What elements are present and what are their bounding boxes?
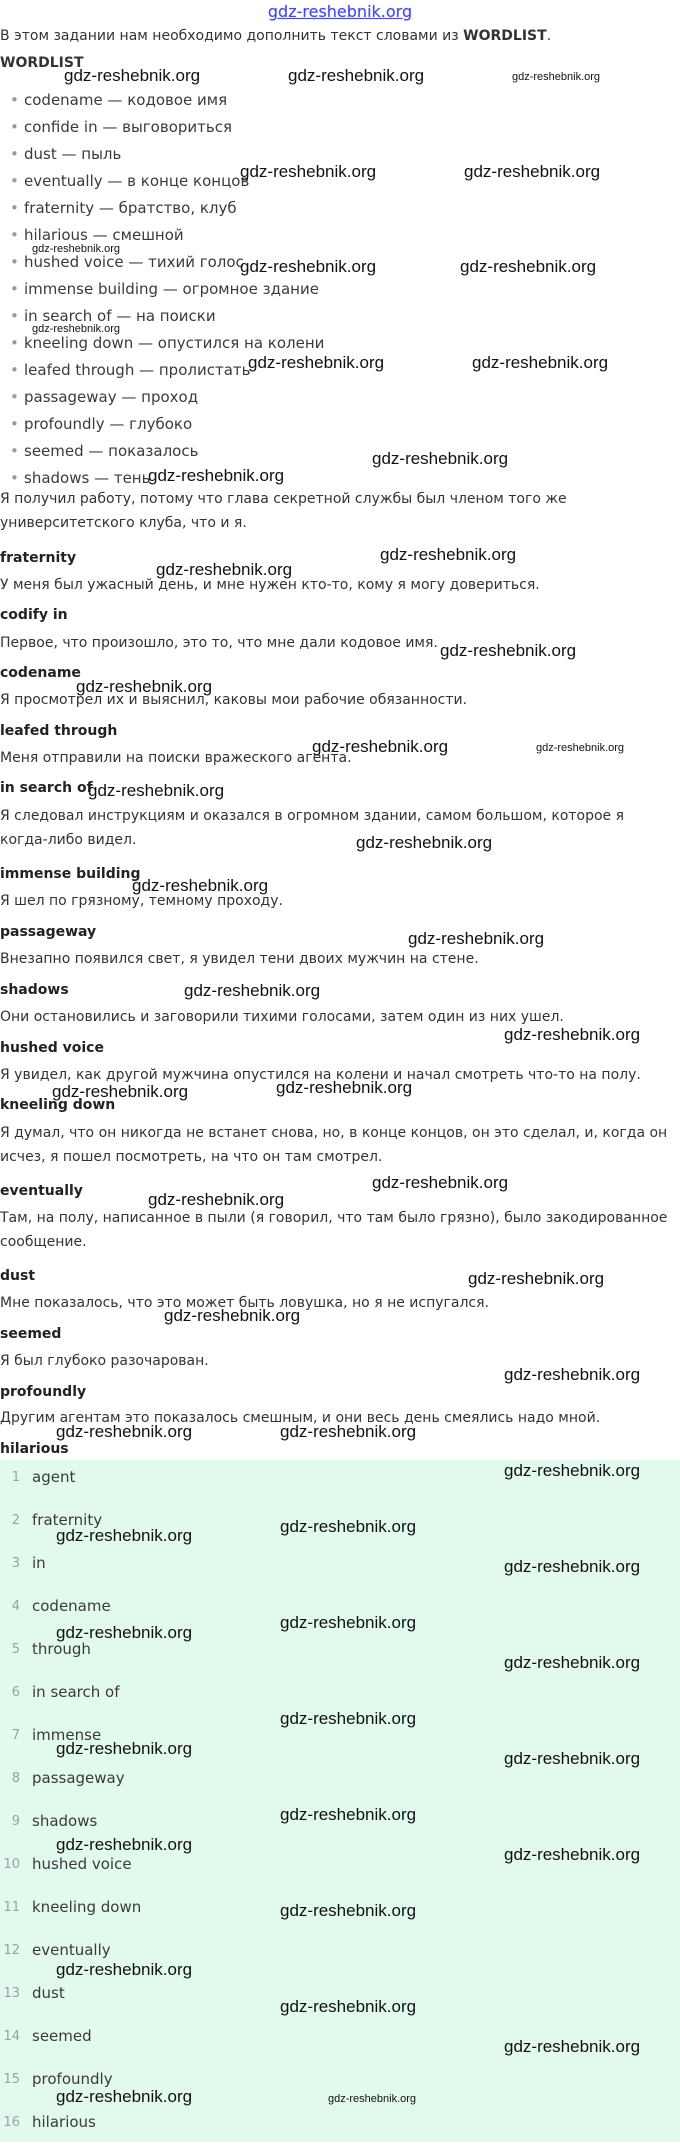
watermark: gdz-reshebnik.org	[56, 1422, 193, 1441]
answer-number: 2	[11, 1513, 20, 1528]
answer-number: 15	[3, 2072, 20, 2087]
wordlist-item: • shadows — тень	[0, 468, 324, 495]
watermark: gdz-reshebnik.org	[536, 742, 625, 754]
answer-number: 7	[11, 1728, 20, 1743]
wordlist-item: • dust — пыль	[0, 144, 324, 171]
watermark: gdz-reshebnik.org	[132, 876, 269, 895]
watermark: gdz-reshebnik.org	[56, 1623, 193, 1642]
wordlist-item: • profoundly — глубоко	[0, 414, 324, 441]
answer-word: codename	[32, 1597, 111, 1615]
watermark: gdz-reshebnik.org	[76, 677, 213, 696]
watermark: gdz-reshebnik.org	[148, 1190, 285, 1209]
answer-number: 13	[3, 1986, 20, 2001]
answer-word: fraternity	[32, 1511, 103, 1529]
watermark: gdz-reshebnik.org	[32, 323, 121, 335]
watermark: gdz-reshebnik.org	[280, 1517, 417, 1536]
answer-item	[0, 2062, 680, 2105]
watermark: gdz-reshebnik.org	[280, 1997, 417, 2016]
watermark: gdz-reshebnik.org	[280, 1901, 417, 1920]
answer-item	[0, 1976, 680, 2019]
intro-after: .	[546, 28, 552, 44]
answer-item	[0, 1718, 680, 1761]
watermark: gdz-reshebnik.org	[164, 1306, 301, 1325]
answer-number: 3	[11, 1556, 20, 1571]
watermark: gdz-reshebnik.org	[184, 981, 321, 1000]
answer-number: 9	[11, 1814, 20, 1829]
answer-number: 12	[3, 1943, 20, 1958]
answer-number: 11	[3, 1900, 20, 1915]
answer-item	[0, 1804, 680, 1847]
answer-item	[0, 1460, 680, 1503]
wordlist-item: • confide in — выговориться	[0, 117, 324, 144]
watermark: gdz-reshebnik.org	[56, 1960, 193, 1979]
watermark: gdz-reshebnik.org	[276, 1078, 413, 1097]
answer-item	[0, 1546, 680, 1589]
answer-word: eventually	[32, 1941, 111, 1959]
watermark: gdz-reshebnik.org	[504, 1653, 641, 1672]
sentence-text: Я был глубоко разочарован.	[0, 1353, 209, 1369]
watermark: gdz-reshebnik.org	[248, 353, 385, 372]
answer-list	[0, 1460, 680, 2142]
answer-word: kneeling down	[32, 1898, 142, 1916]
answer-word: in search of	[32, 1683, 120, 1701]
watermark: gdz-reshebnik.org	[472, 353, 609, 372]
sentence-answer: seemed	[0, 1326, 62, 1342]
sentence-text: Мне показалось, что это может быть ловушка, но я не испугался.	[0, 1295, 489, 1311]
answer-item	[0, 1933, 680, 1976]
watermark: gdz-reshebnik.org	[504, 1845, 641, 1864]
wordlist-item: • eventually — в конце концов	[0, 171, 324, 198]
wordlist-item: • in search of — на поиски	[0, 306, 324, 333]
watermark: gdz-reshebnik.org	[504, 1365, 641, 1384]
watermark: gdz-reshebnik.org	[504, 2037, 641, 2056]
sentence-answer: dust	[0, 1268, 36, 1284]
answer-word: seemed	[32, 2027, 92, 2045]
wordlist-item: • immense building — огромное здание	[0, 279, 324, 306]
sentence-answer: shadows	[0, 982, 69, 998]
intro-before: В этом задании нам необходимо дополнить текст словами из	[0, 28, 464, 44]
wordlist-title: WORDLIST	[0, 55, 84, 71]
watermark: gdz-reshebnik.org	[56, 1835, 193, 1854]
sentence-answer: profoundly	[0, 1384, 87, 1400]
sentence-text: Внезапно появился свет, я увидел тени двоих мужчин на стене.	[0, 951, 479, 967]
watermark: gdz-reshebnik.org	[328, 2093, 417, 2105]
answer-number: 6	[11, 1685, 20, 1700]
wordlist-item: • codename — кодовое имя	[0, 90, 324, 117]
watermark: gdz-reshebnik.org	[280, 1613, 417, 1632]
sentence-text: Я просмотрел их и выяснил, каковы мои рабочие обязанности.	[0, 692, 468, 708]
watermark: gdz-reshebnik.org	[156, 560, 293, 579]
wordlist-item: • seemed — показалось	[0, 441, 324, 468]
sentence-text: Я шел по грязному, темному проходу.	[0, 893, 283, 909]
watermark: gdz-reshebnik.org	[460, 257, 597, 276]
watermark: gdz-reshebnik.org	[504, 1749, 641, 1768]
answer-word: agent	[32, 1468, 76, 1486]
wordlist-item: • hushed voice — тихий голос	[0, 252, 324, 279]
answer-item	[0, 1632, 680, 1675]
watermark: gdz-reshebnik.org	[372, 449, 509, 468]
sentence-answer: kneeling down	[0, 1097, 116, 1113]
answer-number: 16	[3, 2115, 20, 2130]
watermark: gdz-reshebnik.org	[440, 641, 577, 660]
sentence-answer: in search of	[0, 780, 93, 796]
watermark: gdz-reshebnik.org	[504, 1461, 641, 1480]
answer-word: hilarious	[32, 2113, 96, 2131]
watermark: gdz-reshebnik.org	[148, 466, 285, 485]
watermark: gdz-reshebnik.org	[56, 2087, 193, 2106]
wordlist-item: • fraternity — братство, клуб	[0, 198, 324, 225]
watermark: gdz-reshebnik.org	[88, 781, 225, 800]
wordlist-item: • leafed through — пролистать	[0, 360, 324, 387]
answer-item	[0, 1761, 680, 1804]
sentence-text: Другим агентам это показалось смешным, и они весь день смеялись надо мной.	[0, 1410, 601, 1426]
wordlist-item: • kneeling down — опустился на колени	[0, 333, 324, 360]
wordlist-item: • hilarious — смешной	[0, 225, 324, 252]
watermark: gdz-reshebnik.org	[288, 66, 425, 85]
answer-word: passageway	[32, 1769, 125, 1787]
intro-text	[0, 28, 670, 44]
watermark: gdz-reshebnik.org	[372, 1173, 509, 1192]
answer-word: shadows	[32, 1812, 98, 1830]
answer-word: hushed voice	[32, 1855, 132, 1873]
answer-word: dust	[32, 1984, 65, 2002]
answer-number: 10	[3, 1857, 20, 1872]
watermark: gdz-reshebnik.org	[32, 243, 121, 255]
sentence-answer: hushed voice	[0, 1040, 104, 1056]
sentence-answer: fraternity	[0, 550, 77, 566]
watermark: gdz-reshebnik.org	[512, 71, 601, 83]
sentence-answer: leafed through	[0, 723, 118, 739]
answer-item	[0, 2019, 680, 2062]
watermark: gdz-reshebnik.org	[240, 257, 377, 276]
sentence-answer: hilarious	[0, 1441, 69, 1457]
answer-number: 14	[3, 2029, 20, 2044]
wordlist	[0, 90, 324, 495]
watermark: gdz-reshebnik.org	[280, 1422, 417, 1441]
answer-item	[0, 1847, 680, 1890]
answer-item	[0, 1589, 680, 1632]
watermark: gdz-reshebnik.org	[240, 162, 377, 181]
sentence-text: Я получил работу, потому что глава секретной службы был членом того же университетского клуба, что и я.	[0, 491, 567, 531]
sentence-answer: codify in	[0, 607, 68, 623]
watermark: gdz-reshebnik.org	[356, 833, 493, 852]
answer-number: 4	[11, 1599, 20, 1614]
sentence-text: Я следовал инструкциям и оказался в огромном здании, самом большом, которое я когда-либо видел.	[0, 808, 625, 848]
sentence-answer: codename	[0, 665, 81, 681]
sentence-answer: passageway	[0, 924, 97, 940]
sentence-text: Они остановились и заговорили тихими голосами, затем один из них ушел.	[0, 1009, 564, 1025]
answer-word: immense	[32, 1726, 102, 1744]
sentence-text: Меня отправили на поиски вражеского агента.	[0, 750, 352, 766]
answer-item	[0, 1503, 680, 1546]
wordlist-item: • passageway — проход	[0, 387, 324, 414]
sentence-text: Там, на полу, написанное в пыли (я говорил, что там было грязно), было закодированное сообщение.	[0, 1210, 668, 1250]
watermark: gdz-reshebnik.org	[280, 1709, 417, 1728]
answer-number: 8	[11, 1771, 20, 1786]
sentence-text: Я думал, что он никогда не встанет снова, но, в конце концов, он это сделал, и, когда он исчез, я пошел посмотреть, на что он там смотрел.	[0, 1125, 668, 1165]
answer-number: 5	[11, 1642, 20, 1657]
sentence-answer: eventually	[0, 1183, 83, 1199]
sentence-text: У меня был ужасный день, и мне нужен кто-то, кому я могу довериться.	[0, 577, 540, 593]
answer-item	[0, 1675, 680, 1718]
watermark: gdz-reshebnik.org	[468, 1269, 605, 1288]
sentence-text: Первое, что произошло, это то, что мне дали кодовое имя.	[0, 635, 438, 651]
watermark: gdz-reshebnik.org	[464, 162, 601, 181]
watermark: gdz-reshebnik.org	[280, 1805, 417, 1824]
watermark: gdz-reshebnik.org	[380, 545, 517, 564]
answer-word: in	[32, 1554, 46, 1572]
watermark: gdz-reshebnik.org	[504, 1557, 641, 1576]
watermark: gdz-reshebnik.org	[504, 1025, 641, 1044]
watermark: gdz-reshebnik.org	[56, 1526, 193, 1545]
watermark: gdz-reshebnik.org	[64, 66, 201, 85]
intro-wordlist-bold: WORDLIST	[463, 28, 547, 44]
answer-item	[0, 1890, 680, 1933]
sentence-text: Я увидел, как другой мужчина опустился на колени и начал смотреть что-то на полу.	[0, 1067, 641, 1083]
answer-word: profoundly	[32, 2070, 113, 2088]
watermark: gdz-reshebnik.org	[52, 1082, 189, 1101]
answer-word: through	[32, 1640, 91, 1658]
sentence-answer: immense building	[0, 866, 141, 882]
watermark: gdz-reshebnik.org	[56, 1739, 193, 1758]
site-header-link[interactable]: gdz-reshebnik.org	[267, 2, 413, 21]
watermark: gdz-reshebnik.org	[408, 929, 545, 948]
answer-number: 1	[11, 1470, 20, 1485]
watermark: gdz-reshebnik.org	[312, 737, 449, 756]
